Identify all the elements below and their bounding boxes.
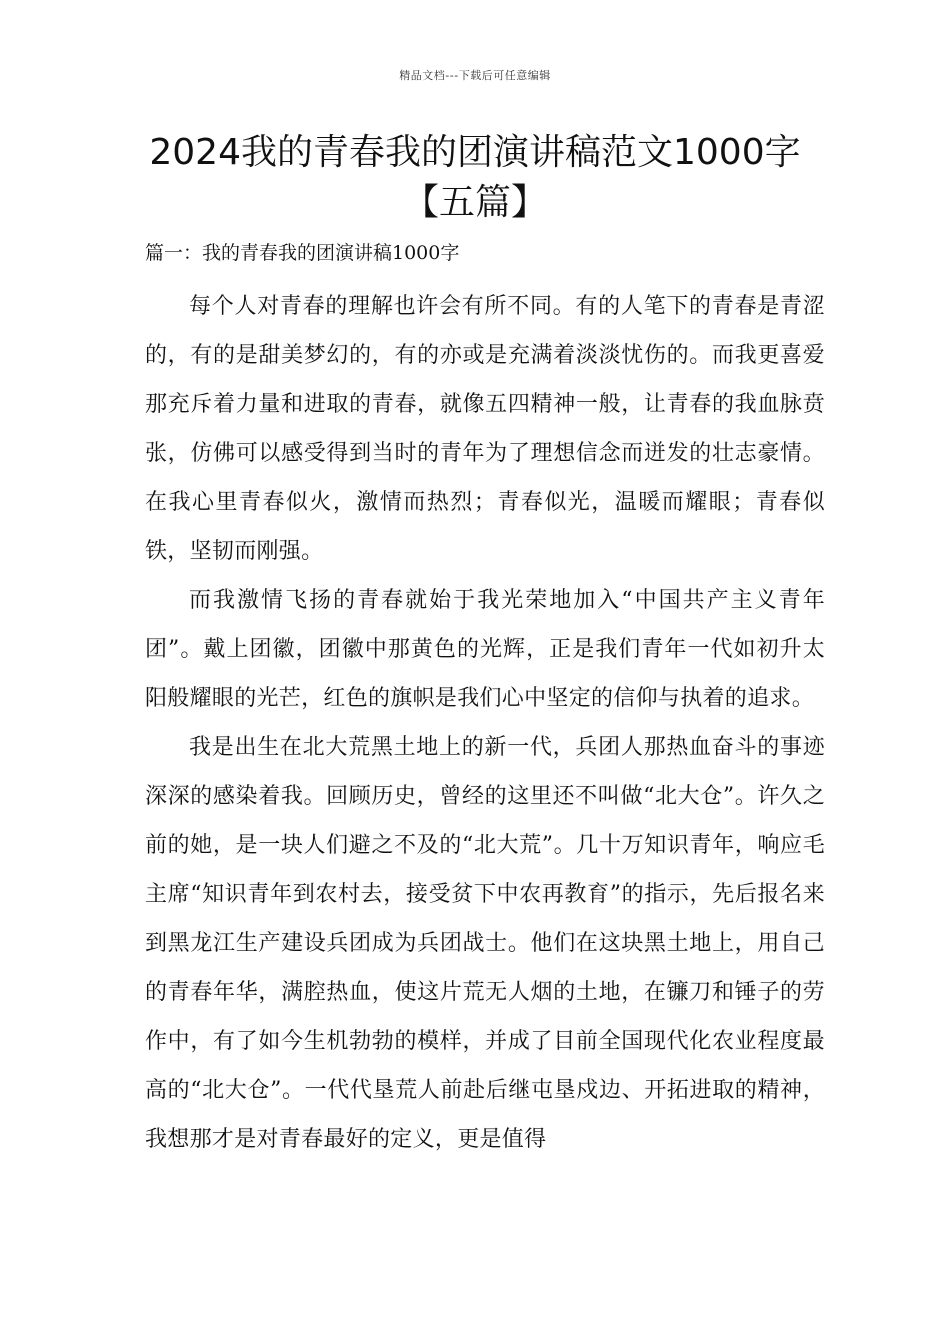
body-text [145, 282, 825, 1164]
paragraph: 每个人对青春的理解也许会有所不同。有的人笔下的青春是青涩的，有的是甜美梦幻的，有的亦或是充满着淡淡忧伤的。而我更喜爱那充斥着力量和进取的青春，就像五四精神一般，让青春的我血脉贲张，仿佛可以感受得到当时的青年为了理想信念而迸发的壮志豪情。在我心里青春似火，激情而热烈；青春似光，温暖而耀眼；青春似铁，坚韧而刚强。 [145, 294, 825, 564]
document-title: 2024我的青春我的团演讲稿范文1000字【五篇】 [149, 132, 801, 223]
header-note: 精品文档---下载后可任意编辑 [399, 69, 551, 82]
paragraph: 而我激情飞扬的青春就始于我光荣地加入“中国共产主义青年团”。戴上团徽，团徽中那黄色的光辉，正是我们青年一代如初升太阳般耀眼的光芒，红色的旗帜是我们心中坚定的信仰与执着的追求。 [145, 588, 825, 711]
section-heading: 篇一：我的青春我的团演讲稿1000字 [145, 242, 460, 264]
paragraph: 我是出生在北大荒黑土地上的新一代，兵团人那热血奋斗的事迹深深的感染着我。回顾历史，曾经的这里还不叫做“北大仓”。许久之前的她，是一块人们避之不及的“北大荒”。几十万知识青年，响应毛主席“知识青年到农村去，接受贫下中农再教育”的指示，先后报名来到黑龙江生产建设兵团成为兵团战士。他们在这块黑土地上，用自己的青春年华，满腔热血，使这片荒无人烟的土地，在镰刀和锤子的劳作中，有了如今生机勃勃的模样，并成了目前全国现代化农业程度最高的“北大仓”。一代代垦荒人前赴后继屯垦戍边、开拓进取的精神，我想那才是对青春最好的定义，更是值得 [145, 735, 825, 1152]
